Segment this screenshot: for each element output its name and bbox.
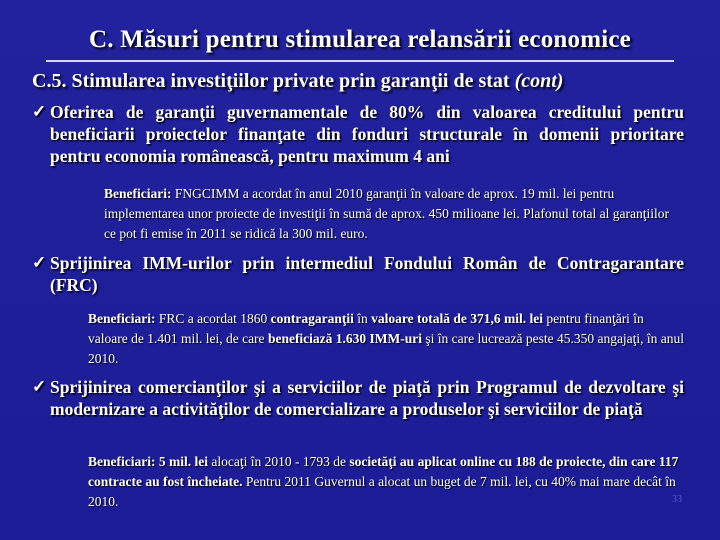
detail-text: FRC a acordat 1860 [155, 311, 271, 326]
subtitle-cont: (cont) [514, 70, 564, 92]
title-underline [46, 60, 674, 62]
checkmark-icon: ✓ [32, 102, 47, 121]
detail-emphasis: societăţi au aplicat online cu 188 de proiecte, din care 117 contracte au fost încheiate. [88, 454, 679, 489]
detail-text: Pentru 2011 Guvernul a alocat un buget de 7 mil. lei, cu 40% mai mare decât în 2010. [88, 474, 676, 509]
bullet-item-guarantees [32, 101, 684, 167]
bullet-text: Sprijinirea comercianţilor şi a serviciilor de piaţă prin Programul de dezvoltare şi modernizare a activităţilor de comercializare a produselor şi serviciilor de piaţă [50, 377, 684, 419]
detail-emphasis: valoare totală de 371,6 mil. lei [371, 311, 543, 326]
checkmark-icon: ✓ [32, 253, 47, 272]
beneficiaries-detail-3 [88, 452, 686, 512]
detail-emphasis: beneficiază 1.630 IMM-uri [267, 331, 423, 346]
subtitle-main: C.5. Stimularea investiţiilor private prin garanţii de stat [32, 70, 515, 92]
slide-title: C. Măsuri pentru stimularea relansării economice [89, 26, 631, 53]
detail-text: pentru finanţări în valoare de 1.401 mil. lei, de care [88, 311, 644, 346]
bullet-text: Oferirea de garanţii guvernamentale de 80% din valoarea creditului pentru beneficiarii proiectelor finanţate din fonduri structurale în domenii prioritare pentru economia românească, pentru maximum 4 ani [50, 102, 684, 166]
detail-text: alocaţi în 2010 - 1793 de [207, 454, 350, 469]
slide-subtitle [32, 70, 712, 93]
page-number: 33 [672, 494, 682, 505]
detail-text: FNGCIMM a acordat în anul 2010 garanţii în valoare de aprox. 19 mil. lei pentru implementarea unor proiecte de investiţii în sumă de aprox. 450 milioane lei. Plafonul total al garanţiilor ce pot fi emise în 2011 se ridică la 300 mil. euro. [104, 186, 669, 241]
detail-text: şi în care lucrează peste 45.350 angajaţi, în anul 2010. [88, 331, 685, 366]
detail-label: Beneficiari: [88, 311, 156, 326]
detail-label: Beneficiari: [88, 454, 156, 469]
bullet-item-frc [32, 252, 684, 296]
detail-text: în [353, 311, 372, 326]
detail-emphasis: contragaranţii [270, 311, 354, 326]
detail-label: Beneficiari: [104, 186, 172, 201]
beneficiaries-detail-1 [104, 184, 684, 244]
checkmark-icon: ✓ [32, 377, 47, 396]
bullet-text: Sprijinirea IMM-urilor prin intermediul Fondului Român de Contragarantare (FRC) [50, 253, 684, 295]
beneficiaries-detail-2 [88, 309, 686, 369]
detail-emphasis: 5 mil. lei [155, 454, 208, 469]
bullet-item-commerce [32, 376, 684, 420]
